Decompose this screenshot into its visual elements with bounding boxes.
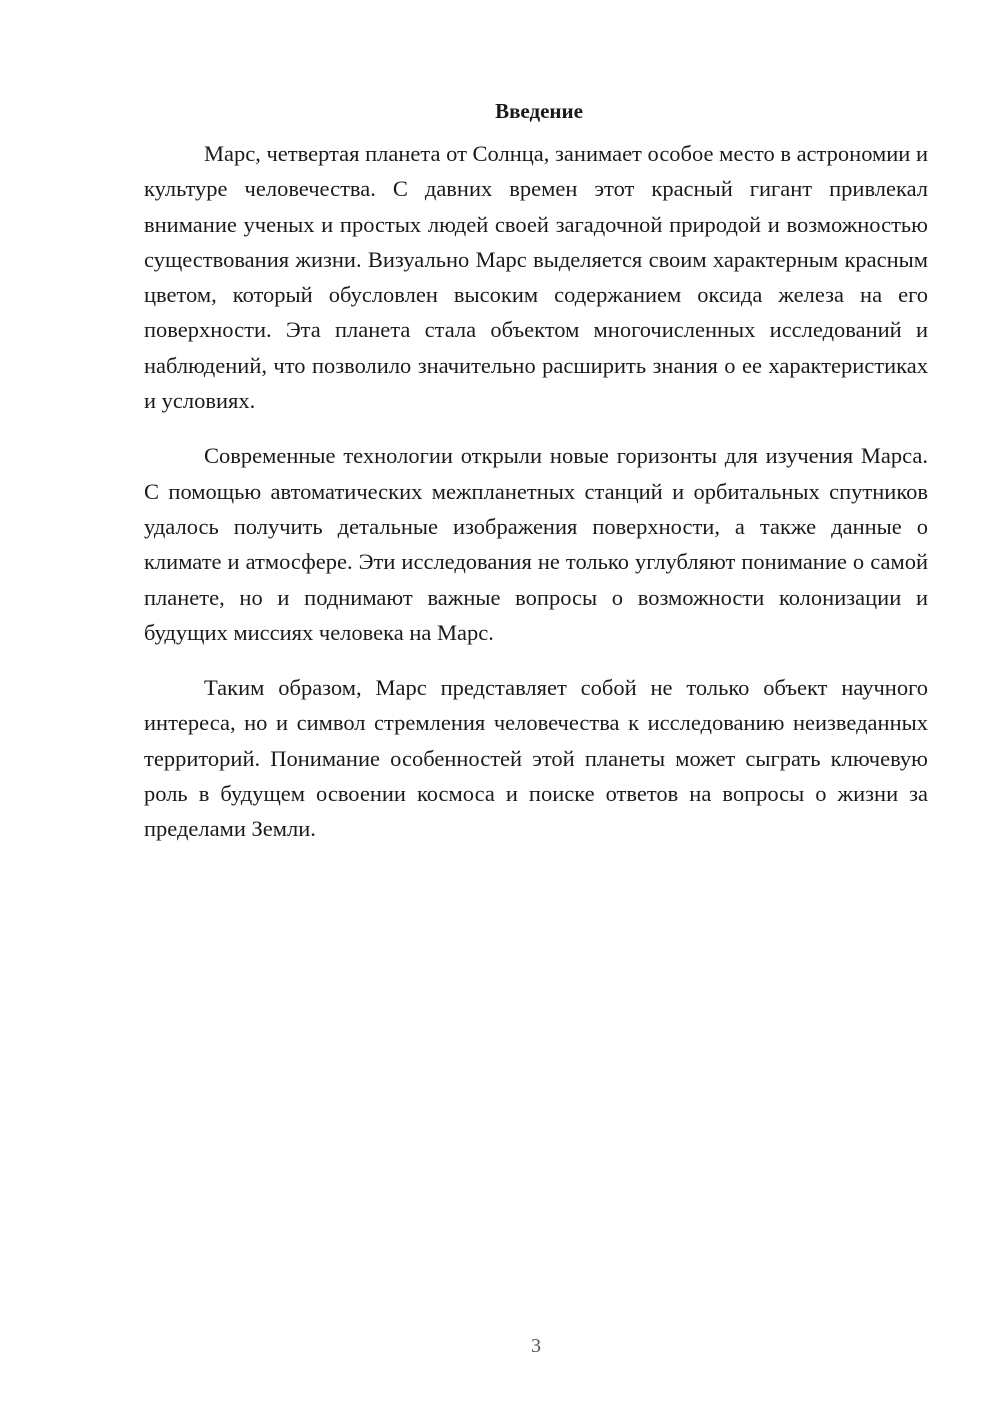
page-number: 3 — [531, 1335, 541, 1357]
section-title: Введение — [495, 99, 583, 123]
page-content — [144, 96, 928, 867]
paragraph-1: Марс, четвертая планета от Солнца, занимает особое место в астрономии и культуре человечества. С давних времен этот красный гигант привлекал внимание ученых и простых людей своей загадочной природой и возможностью существования жизни. Визуально Марс выделяется своим характерным красным цветом, который обусловлен высоким содержанием оксида железа на его поверхности. Эта планета стала объектом многочисленных исследований и наблюдений, что позволило значительно расширить знания о ее характеристиках и условиях. — [144, 141, 928, 414]
paragraph-3: Таким образом, Марс представляет собой не только объект научного интереса, но и символ стремления человечества к исследованию неизведанных территорий. Понимание особенностей этой планеты может сыграть ключевую роль в будущем освоении космоса и поиске ответов на вопросы о жизни за пределами Земли. — [144, 675, 928, 842]
paragraph-2: Современные технологии открыли новые горизонты для изучения Марса. С помощью автоматических межпланетных станций и орбитальных спутников удалось получить детальные изображения поверхности, а также данные о климате и атмосфере. Эти исследования не только углубляют понимание о самой планете, но и поднимают важные вопросы о возможности колонизации и будущих миссиях человека на Марс. — [144, 443, 928, 645]
